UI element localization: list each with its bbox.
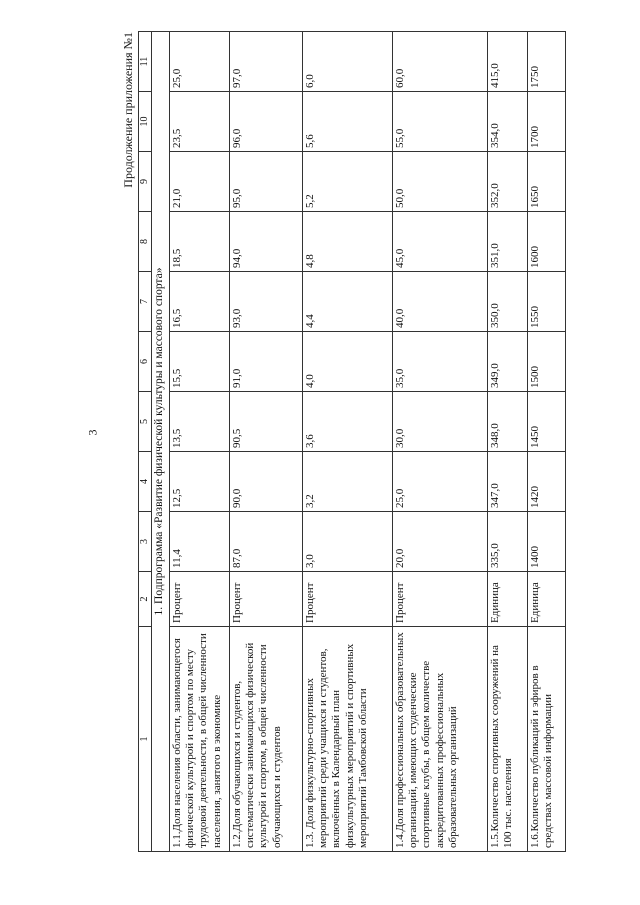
table-row <box>303 32 393 852</box>
value-cell: 13,5 <box>170 392 230 452</box>
value-cell: 1500 <box>528 332 566 392</box>
continuation-caption: Продолжение приложения №1 <box>121 32 135 188</box>
table-row <box>528 32 566 852</box>
value-cell: 4,4 <box>303 272 393 332</box>
column-number: 1 <box>139 627 152 852</box>
value-cell: 87,0 <box>230 512 303 572</box>
unit-cell: Процент <box>303 572 393 627</box>
value-cell: 15,5 <box>170 332 230 392</box>
value-cell: 90,5 <box>230 392 303 452</box>
column-number: 6 <box>139 332 152 392</box>
column-number: 2 <box>139 572 152 627</box>
value-cell: 20,0 <box>393 512 488 572</box>
indicator-name: 1.2.Доля обучающихся и студентов, систематически занимающихся физической культурой и спортом, в общей численности обучающихся и студентов <box>230 627 303 852</box>
unit-cell: Процент <box>230 572 303 627</box>
column-number: 9 <box>139 152 152 212</box>
value-cell: 25,0 <box>393 452 488 512</box>
value-cell: 5,6 <box>303 92 393 152</box>
table-row <box>170 32 230 852</box>
unit-cell: Процент <box>170 572 230 627</box>
value-cell: 35,0 <box>393 332 488 392</box>
value-cell: 21,0 <box>170 152 230 212</box>
column-number: 10 <box>139 92 152 152</box>
value-cell: 3,2 <box>303 452 393 512</box>
value-cell: 6,0 <box>303 32 393 92</box>
indicator-name: 1.5.Количество спортивных сооружений на 100 тыс. населения <box>488 627 528 852</box>
value-cell: 94,0 <box>230 212 303 272</box>
value-cell: 97,0 <box>230 32 303 92</box>
column-number-row <box>139 32 152 852</box>
table-row <box>393 32 488 852</box>
value-cell: 45,0 <box>393 212 488 272</box>
value-cell: 30,0 <box>393 392 488 452</box>
unit-cell: Процент <box>393 572 488 627</box>
column-number: 8 <box>139 212 152 272</box>
value-cell: 348,0 <box>488 392 528 452</box>
value-cell: 1400 <box>528 512 566 572</box>
column-number: 7 <box>139 272 152 332</box>
value-cell: 347,0 <box>488 452 528 512</box>
column-number: 3 <box>139 512 152 572</box>
value-cell: 335,0 <box>488 512 528 572</box>
value-cell: 50,0 <box>393 152 488 212</box>
value-cell: 415,0 <box>488 32 528 92</box>
value-cell: 40,0 <box>393 272 488 332</box>
value-cell: 1650 <box>528 152 566 212</box>
value-cell: 4,8 <box>303 212 393 272</box>
value-cell: 350,0 <box>488 272 528 332</box>
value-cell: 1450 <box>528 392 566 452</box>
value-cell: 354,0 <box>488 92 528 152</box>
column-number: 11 <box>139 32 152 92</box>
value-cell: 91,0 <box>230 332 303 392</box>
value-cell: 90,0 <box>230 452 303 512</box>
table-row <box>230 32 303 852</box>
value-cell: 1600 <box>528 212 566 272</box>
value-cell: 351,0 <box>488 212 528 272</box>
column-number: 4 <box>139 452 152 512</box>
value-cell: 1750 <box>528 32 566 92</box>
value-cell: 93,0 <box>230 272 303 332</box>
indicator-name: 1.3. Доля физкультурно-спортивных мероприятий среди учащихся и студентов, включённых в Календарный план физкультурных мероприятий и спортивных мероприятий Тамбовской области <box>303 627 393 852</box>
value-cell: 11,4 <box>170 512 230 572</box>
page-number: 3 <box>85 429 100 436</box>
value-cell: 95,0 <box>230 152 303 212</box>
value-cell: 1550 <box>528 272 566 332</box>
value-cell: 1700 <box>528 92 566 152</box>
value-cell: 12,5 <box>170 452 230 512</box>
value-cell: 4,0 <box>303 332 393 392</box>
rotated-page-content <box>121 32 627 852</box>
value-cell: 1420 <box>528 452 566 512</box>
indicator-name: 1.4.Доля профессиональных образовательных организаций, имеющих студенческие спортивные клубы, в общем количестве аккредитованных профессиональных образовательных организаций <box>393 627 488 852</box>
value-cell: 55,0 <box>393 92 488 152</box>
value-cell: 5,2 <box>303 152 393 212</box>
value-cell: 349,0 <box>488 332 528 392</box>
value-cell: 352,0 <box>488 152 528 212</box>
value-cell: 18,5 <box>170 212 230 272</box>
subprogram-title: 1. Подпрограмма «Развитие физической культуры и массового спорта» <box>152 32 170 852</box>
value-cell: 23,5 <box>170 92 230 152</box>
subprogram-row <box>152 32 170 852</box>
value-cell: 3,6 <box>303 392 393 452</box>
unit-cell: Единица <box>528 572 566 627</box>
value-cell: 60,0 <box>393 32 488 92</box>
value-cell: 16,5 <box>170 272 230 332</box>
unit-cell: Единица <box>488 572 528 627</box>
indicator-name: 1.6.Количество публикаций и эфиров в средствах массовой информации <box>528 627 566 852</box>
indicators-table <box>138 31 566 852</box>
indicator-name: 1.1.Доля населения области, занимающегося физической культурой и спортом по месту трудовой деятельности, в общей численности населения, занятого в экономике <box>170 627 230 852</box>
table-row <box>488 32 528 852</box>
value-cell: 3,0 <box>303 512 393 572</box>
value-cell: 25,0 <box>170 32 230 92</box>
column-number: 5 <box>139 392 152 452</box>
value-cell: 96,0 <box>230 92 303 152</box>
